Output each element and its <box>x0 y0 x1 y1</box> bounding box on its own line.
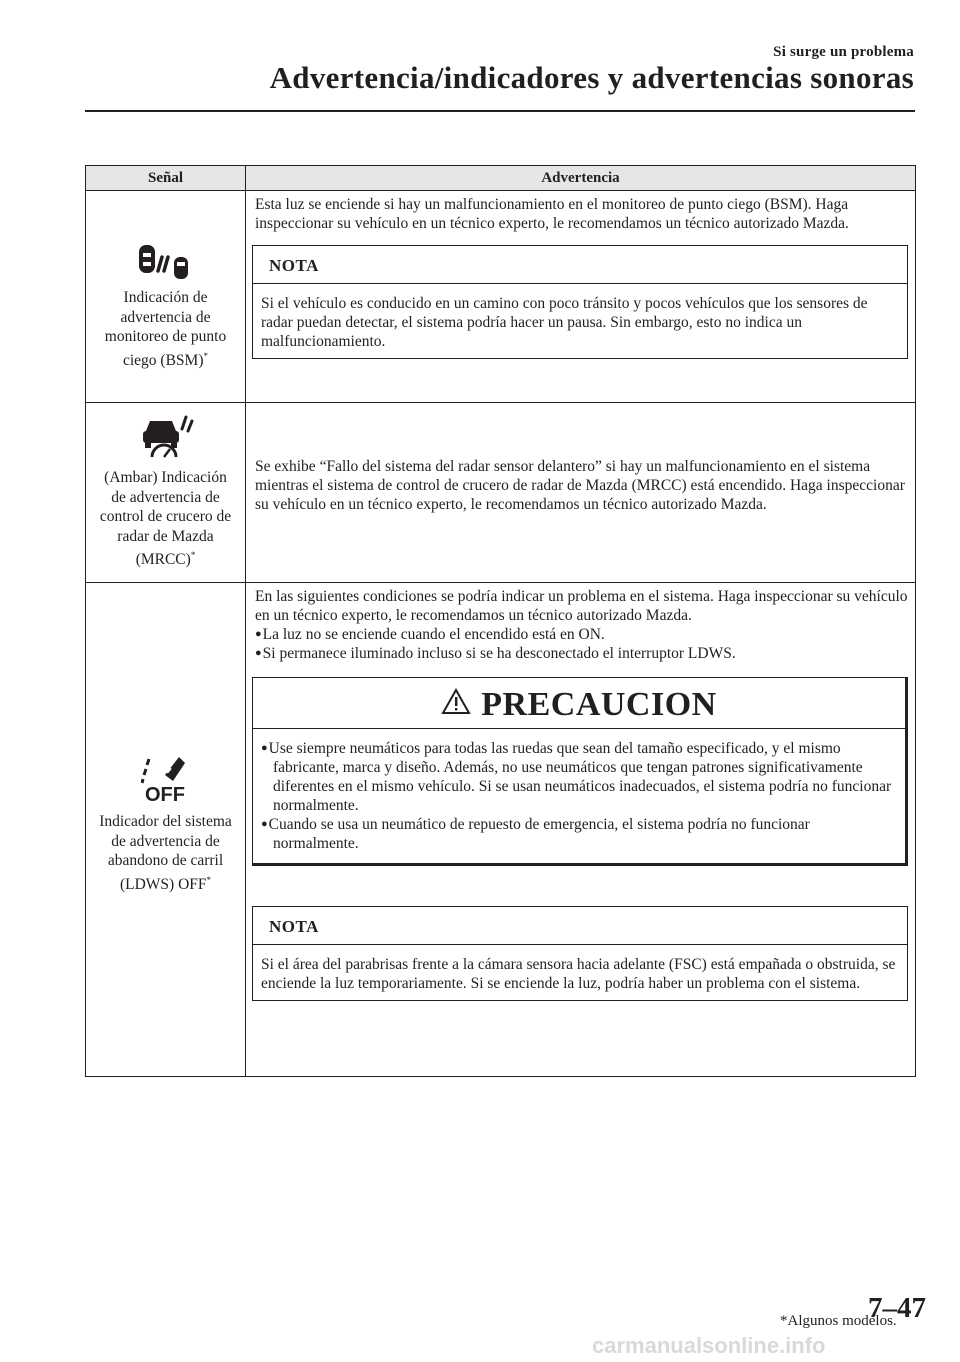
warning-text: Esta luz se enciende si hay un malfuncionamiento en el monitoreo de punto ciego (BSM). Haga inspeccionar su vehículo en un técnico experto, le recomendamos un técnico autorizado Mazda. <box>255 196 849 232</box>
list-item: ●Si permanece iluminado incluso si se ha desconectado el interruptor LDWS. <box>255 645 736 662</box>
caution-list <box>253 729 905 863</box>
table-row <box>86 191 916 403</box>
signal-cell <box>86 403 246 583</box>
list-item: ●Use siempre neumáticos para todas las ruedas que sean del tamaño especificado, y el mismo fabricante, marca y diseño. Además, no use neumáticos que tengan patrones significativamente diferentes en el mismo vehículo. Si se usan neumáticos inadecuados, el sistema podría no funcionar normalmente. <box>261 740 892 814</box>
list-item: ●Cuando se usa un neumático de repuesto de emergencia, el sistema podría no funcionar normalmente. <box>261 816 810 852</box>
signal-cell <box>86 583 246 1077</box>
condition-list <box>255 625 908 663</box>
warning-cell <box>246 403 916 583</box>
note-title: NOTA <box>253 907 907 945</box>
note-box <box>252 245 908 359</box>
warning-cell <box>246 583 916 1077</box>
table-row <box>86 403 916 583</box>
icon-off-text: OFF <box>144 784 185 805</box>
warning-text: Se exhibe “Fallo del sistema del radar sensor delantero” si hay un malfuncionamiento en el sistema mientras el sistema de control de crucero de radar de Mazda (MRCC) está encendido. Haga inspeccionar su vehículo en un técnico experto, le recomendamos un técnico autorizado Mazda. <box>255 458 905 513</box>
footnote: *Algunos modelos. <box>780 1313 897 1329</box>
caution-title: PRECAUCION <box>481 685 717 723</box>
table-header-row <box>86 166 916 191</box>
header-divider <box>85 110 915 112</box>
lane-departure-off-icon <box>141 755 191 810</box>
blind-spot-monitoring-warning-icon <box>136 241 196 286</box>
column-header-warning: Advertencia <box>246 166 916 191</box>
column-header-signal: Señal <box>86 166 246 191</box>
caution-box <box>252 677 908 866</box>
note-text: Si el área del parabrisas frente a la cámara sensora hacia adelante (FSC) está empañada o obstruida, se enciende la luz temporariamente. Si se enciende la luz, podría haber un problema con el sistema. <box>261 956 896 992</box>
watermark: carmanualsonline.info <box>592 1333 826 1358</box>
page-title: Advertencia/indicadores y advertencias sonoras <box>269 60 914 95</box>
note-text: Si el vehículo es conducido en un camino con poco tránsito y pocos vehículos que los sensores de radar puedan detectar, el sistema podría hacer un pausa. Sin embargo, esto no indica un malfuncionamiento. <box>261 295 868 350</box>
table-row <box>86 583 916 1077</box>
warning-text: En las siguientes condiciones se podría indicar un problema en el sistema. Haga inspeccionar su vehículo en un técnico experto, le recomendamos un técnico autorizado Mazda. <box>255 588 908 624</box>
signal-cell <box>86 191 246 403</box>
radar-cruise-control-warning-icon <box>138 413 194 464</box>
page-number: 7–47 <box>868 1292 926 1324</box>
warning-triangle-icon <box>441 688 471 720</box>
note-title: NOTA <box>253 246 907 284</box>
section-title: Si surge un problema <box>773 44 914 60</box>
signal-label: (Ambar) Indicación de advertencia de control de crucero de radar de Mazda (MRCC)* <box>99 469 232 569</box>
note-box <box>252 906 908 1001</box>
signal-label: Indicación de advertencia de monitoreo de punto ciego (BSM)* <box>104 289 227 369</box>
warning-table <box>85 165 916 1077</box>
warning-cell <box>246 191 916 403</box>
caution-header <box>253 678 905 729</box>
signal-label: Indicador del sistema de advertencia de abandono de carril (LDWS) OFF* <box>99 813 232 893</box>
list-item: ●La luz no se enciende cuando el encendido está en ON. <box>255 626 605 643</box>
